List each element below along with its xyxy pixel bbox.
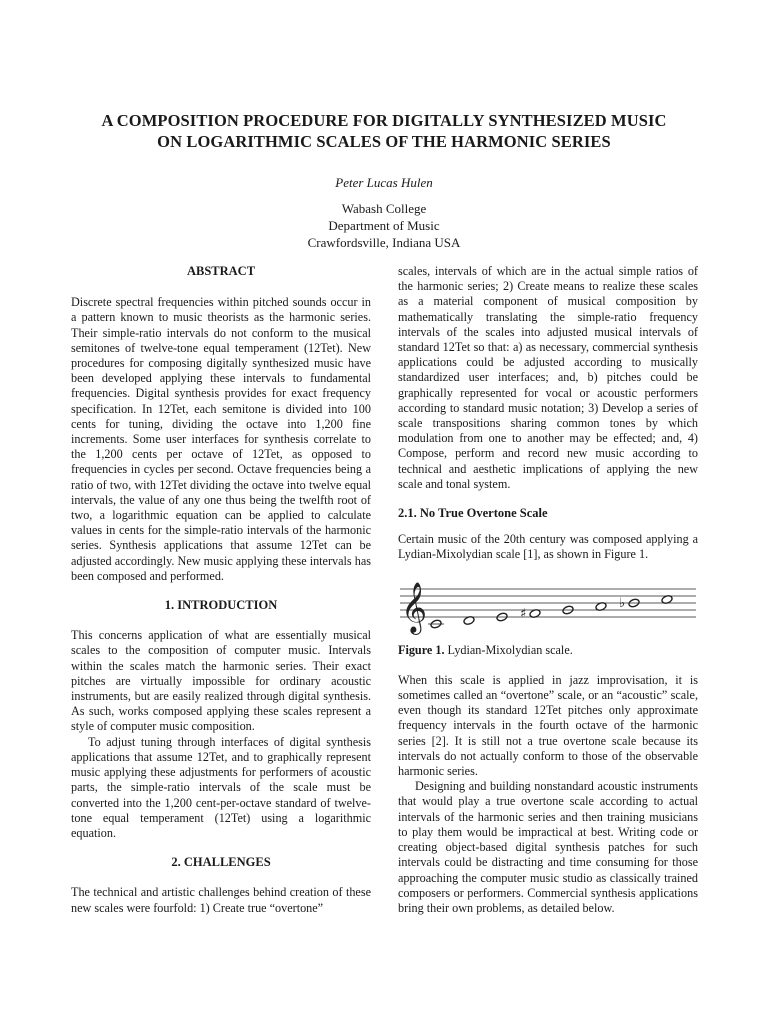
abstract-heading: ABSTRACT <box>186 264 256 278</box>
figure-label: Figure 1. <box>398 642 445 657</box>
affiliation-department: Department of Music <box>328 218 440 233</box>
sharp-icon: ♯ <box>520 606 527 622</box>
staff-lines <box>400 589 696 617</box>
section-2-1-paragraph-1: When this scale is applied in jazz improvisation, it is sometimes called an “overtone” scale, or an “acoustic” scale, even though its standard 12Tet pitches only approximate frequency intervals in the fourth octave of the harmonic series [2]. It is still not a true overtone scale because its intervals do not actually conform to those of the observable harmonic series. <box>398 672 698 779</box>
challenges-text-right: scales, intervals of which are in the actual simple ratios of the harmonic series; 2) Create means to realize these scales as a material component of musical composition by mathematically translating the simple-ratio frequency intervals of the scales into adjusted musical intervals of standard 12Tet so that: a) as necessary, commercial synthesis applications could be adjusted according to musically standardized user interfaces; and, b) pitches could be graphically represented for vocal or acoustic performers according to standard music notation; 3) Develop a series of scale transpositions sharing common tones by which modulation from one to another may be effected; and, 4) Compose, perform and record new music according to technical and aesthetic implications of applying the new scale and tonal system. <box>398 264 698 491</box>
music-staff <box>398 575 698 635</box>
author-block <box>0 174 768 251</box>
introduction-paragraph-1: This concerns application of what are essentially musical scales to the composition of computer music. Intervals within the scales match the harmonic series. Their exact pitches are virtually impossible for ordinary acoustic instruments, but are easily realized through digital synthesis. As such, works composed applying these scales represent a style of computer music composition. <box>71 628 371 734</box>
challenges-heading: 2. CHALLENGES <box>171 855 271 870</box>
affiliation-location: Crawfordsville, Indiana USA <box>307 235 461 250</box>
treble-clef-icon: 𝄞 <box>401 581 428 633</box>
figure-1-caption <box>398 643 698 658</box>
flat-icon: ♭ <box>619 595 626 611</box>
left-column <box>71 264 371 916</box>
figure-caption-text: Lydian-Mixolydian scale. <box>444 642 573 657</box>
notes-group <box>428 594 673 628</box>
title-line-2: ON LOGARITHMIC SCALES OF THE HARMONIC SERIES <box>157 132 611 151</box>
introduction-paragraph-2: To adjust tuning through interfaces of digital synthesis applications that assume 12Tet, and to graphically represent music applying these adjustments for performers of acoustic parts, the simple-ratio intervals of the scale must be converted into the 1,200 cent-per-octave standard of twelve-tone equal temperament (12Tet) using a logarithmic equation. <box>71 734 371 840</box>
subsection-intro: Certain music of the 20th century was composed applying a Lydian-Mixolydian scale [1], as shown in Figure 1. <box>398 532 698 562</box>
challenges-text-left: The technical and artistic challenges behind creation of these new scales were fourfold: 1) Create true “overtone” <box>71 885 371 915</box>
author-name: Peter Lucas Hulen <box>335 175 433 190</box>
introduction-heading: 1. INTRODUCTION <box>164 598 278 613</box>
figure-1-notation <box>398 575 698 633</box>
subsection-heading: 2.1. No True Overtone Scale <box>398 506 548 521</box>
abstract-text: Discrete spectral frequencies within pitched sounds occur in a pattern known to music theorists as the harmonic series. Their simple-ratio intervals do not conform to the musical semitones of twelve-tone equal temperament (12Tet). New procedures for composing digitally synthesized music have been developed applying these intervals to fundamental frequencies. Digital synthesis provides for exact frequency specification. In 12Tet, each semitone is divided into 100 cents for tuning, dividing the octave into 1,200 fine increments. Some user interfaces for synthesis correlate to the 1,200 cents per octave of 12Tet, as opposed to frequencies in cycles per second. Octave frequencies being a ratio of two, with 12Tet dividing the octave into twelve equal intervals, the value of any one thus being the twelfth root of two, a logarithmic equation can be applied to calculate values in cents for the simple-ratio intervals of the harmonic series. Synthesis applications that assume 12Tet can be adjusted accordingly. New music applying these intervals has been composed and performed. <box>71 295 371 583</box>
right-column <box>398 264 698 916</box>
section-2-1-paragraph-2: Designing and building nonstandard acoustic instruments that would play a true overtone scale according to actual intervals of the harmonic series and then training musicians to play them would be impractical at best. Writing code or creating object-based digital synthesis patches for such intervals could be distracting and time consuming for those approaching the computer music studio as classically trained composers or performers. Commercial synthesis applications bring their own problems, as detailed below. <box>398 779 698 915</box>
affiliation-institution: Wabash College <box>341 201 427 216</box>
title-line-1: A COMPOSITION PROCEDURE FOR DIGITALLY SYNTHESIZED MUSIC <box>101 111 667 130</box>
paper-title <box>40 110 728 152</box>
